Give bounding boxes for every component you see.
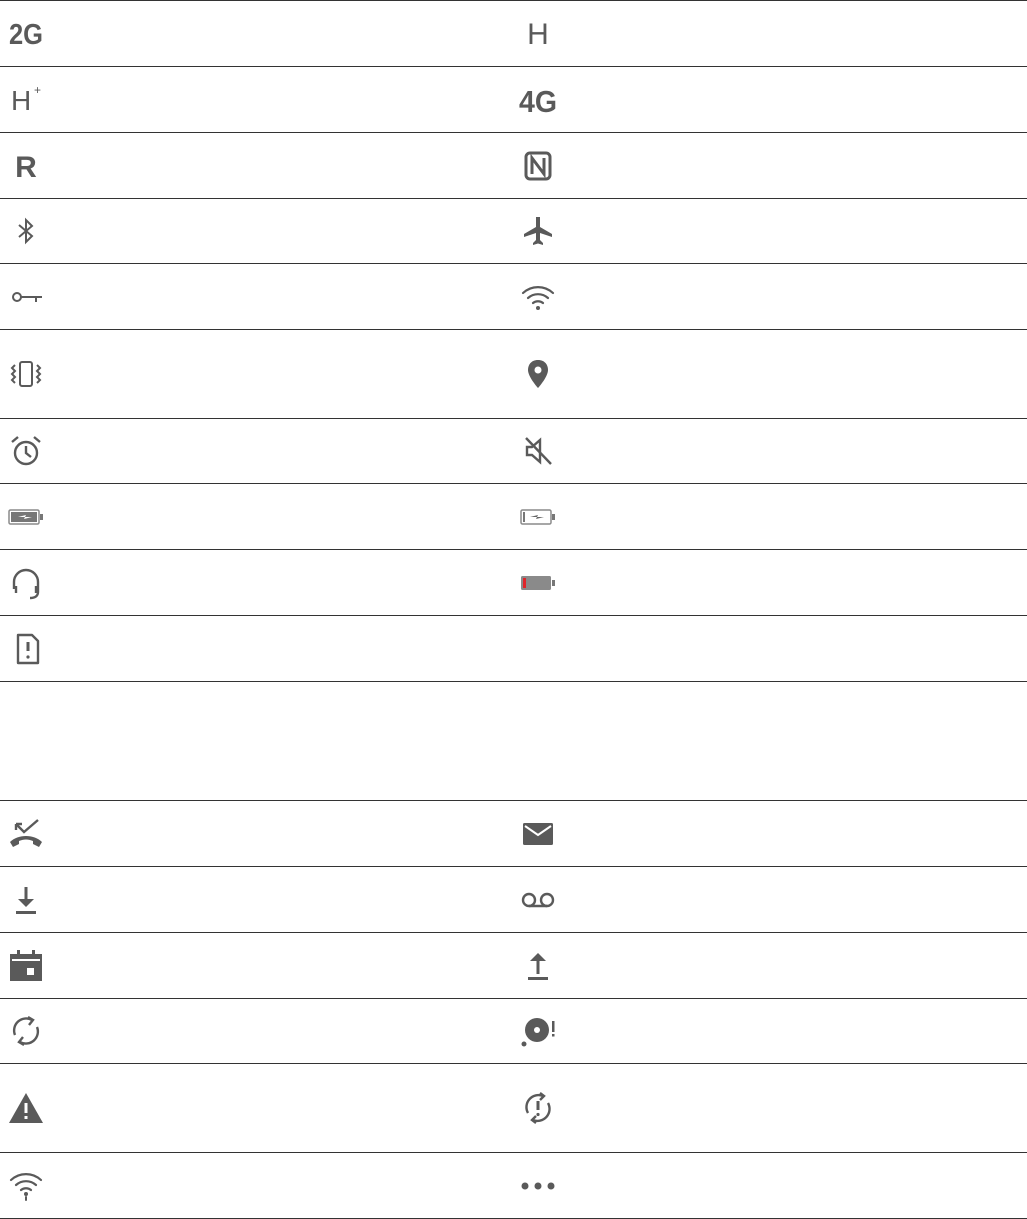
- email-icon: [520, 816, 556, 852]
- roaming-icon: [8, 148, 44, 184]
- 4g-network-icon: [520, 82, 556, 118]
- battery-low-icon: [520, 565, 556, 601]
- table-row: [0, 330, 1027, 419]
- table-row: [0, 1, 1027, 67]
- table-row: [0, 1064, 1027, 1153]
- wifi-network-available-icon: [8, 1168, 44, 1204]
- h-label: H: [527, 17, 549, 51]
- download-icon: [8, 882, 44, 918]
- roaming-label: R: [15, 150, 37, 184]
- mute-speaker-icon: [520, 433, 556, 469]
- upload-icon: [520, 948, 556, 984]
- table-row: [0, 264, 1027, 330]
- vibrate-mode-icon: [8, 356, 44, 392]
- vpn-key-icon: [8, 279, 44, 315]
- table-row: [0, 801, 1027, 867]
- headset-icon: [8, 565, 44, 601]
- 2g-network-icon: [8, 16, 44, 52]
- table-row: [0, 133, 1027, 199]
- location-pin-icon: [520, 356, 556, 392]
- table-row: [0, 550, 1027, 616]
- 4g-label: 4G: [519, 83, 557, 119]
- warning-triangle-icon: [8, 1090, 44, 1126]
- wifi-icon: [520, 279, 556, 315]
- table-row: [0, 616, 1027, 682]
- table-row: [0, 867, 1027, 933]
- battery-charging-empty-icon: [520, 499, 556, 535]
- 2g-label: 2G: [9, 18, 43, 51]
- h-plus-sup: +: [34, 82, 42, 97]
- table-row: [0, 933, 1027, 999]
- airplane-mode-icon: [520, 213, 556, 249]
- table-row: [0, 67, 1027, 133]
- sim-card-alert-icon: [8, 631, 44, 667]
- table-row: [0, 199, 1027, 264]
- storage-full-icon: [520, 1013, 556, 1049]
- sync-error-icon: [520, 1090, 556, 1126]
- table-row: [0, 419, 1027, 484]
- missed-call-icon: [8, 816, 44, 852]
- calendar-event-icon: [8, 948, 44, 984]
- bluetooth-icon: [8, 213, 44, 249]
- notification-icons-table: [0, 800, 1027, 1219]
- alarm-clock-icon: [8, 433, 44, 469]
- nfc-icon: [520, 148, 556, 184]
- voicemail-icon: [520, 882, 556, 918]
- table-row: [0, 999, 1027, 1064]
- table-row: [0, 484, 1027, 550]
- table-row: [0, 1153, 1027, 1219]
- hspa-h-network-icon: [520, 16, 556, 52]
- battery-charging-icon: [8, 499, 44, 535]
- more-notifications-icon: [520, 1168, 556, 1204]
- h-plus-label: H: [11, 84, 32, 116]
- hspa-plus-network-icon: [8, 82, 44, 118]
- sync-icon: [8, 1013, 44, 1049]
